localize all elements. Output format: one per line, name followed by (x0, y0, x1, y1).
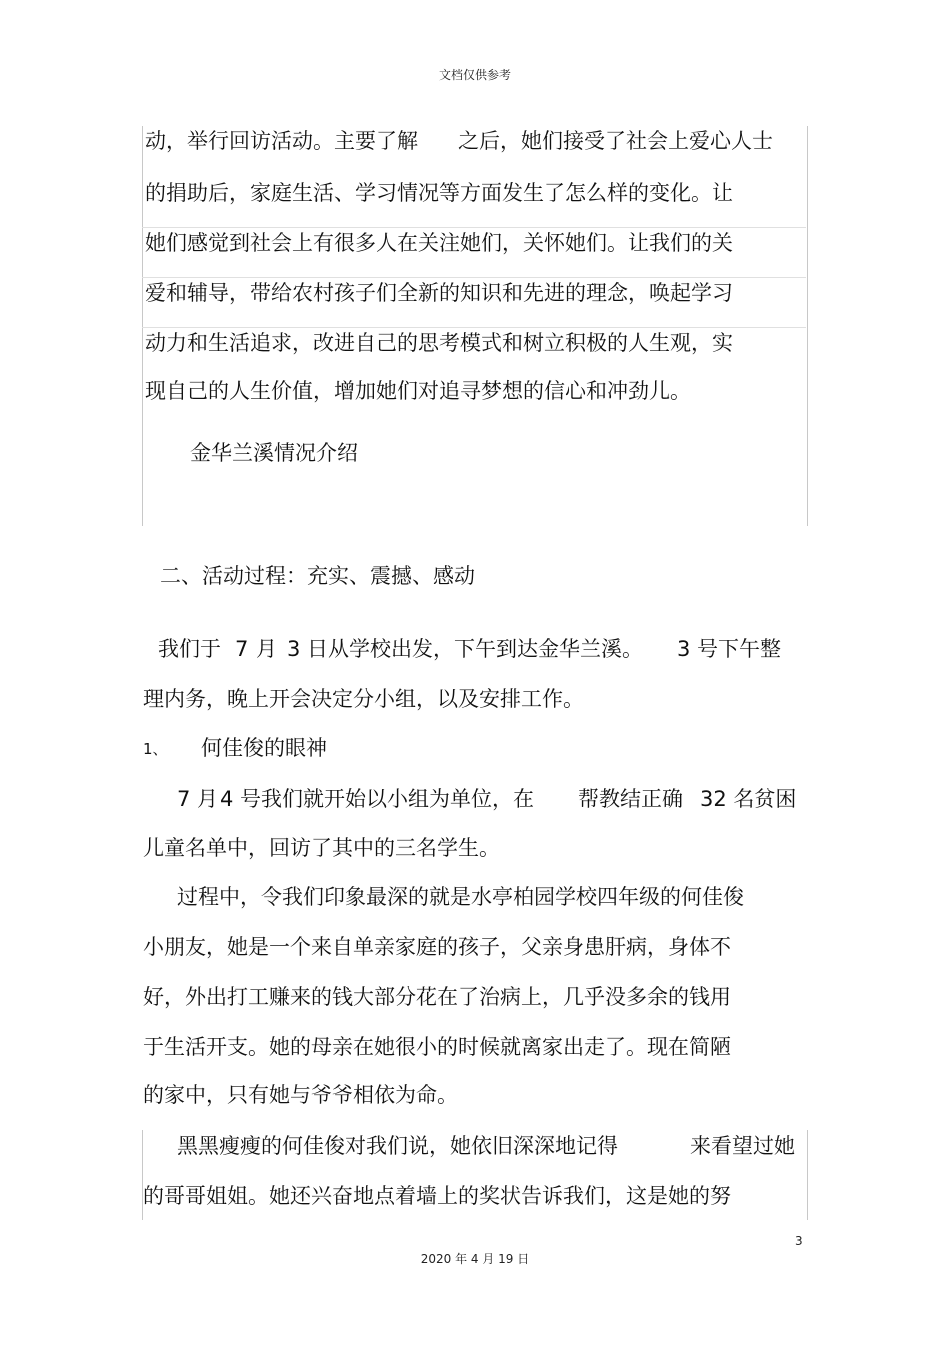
table-rule (142, 327, 806, 328)
text-line: 过程中，令我们印象最深的就是水亭柏园学校四年级的何佳俊 (177, 885, 744, 909)
text-line: 理内务，晚上开会决定分小组，以及安排工作。 (143, 687, 584, 711)
text-line: 儿童名单中，回访了其中的三名学生。 (143, 836, 500, 860)
text-line: 4 号我们就开始以小组为单位，在 (220, 787, 535, 811)
text-line: 帮教结正确 (578, 787, 683, 811)
table-rule (142, 227, 806, 228)
heading: 二、活动过程：充实、震撼、感动 (160, 564, 475, 588)
text-line: 小朋友，她是一个来自单亲家庭的孩子，父亲身患肝病，身体不 (143, 935, 731, 959)
list-number: 1、 (143, 740, 168, 758)
text-line: 7 (235, 637, 249, 661)
page-number: 3 (795, 1234, 803, 1248)
text-line (145, 128, 418, 154)
text-line: 的捐助后，家庭生活、学习情况等方面发生了怎么样的变化。让 (145, 181, 733, 205)
text-line: 的家中，只有她与爷爷相依为命。 (143, 1083, 458, 1107)
text-line: 月 (256, 637, 277, 661)
text-segment: 之后，她们接受了社会上爱心人士 (458, 129, 773, 153)
text-line: 3 号下午整 (677, 637, 782, 661)
section-title: 金华兰溪情况介绍 (190, 441, 358, 465)
text-line: 我们于 (158, 637, 221, 661)
text-line: 32 名贫困 (700, 787, 797, 811)
text-line: 的哥哥姐姐。她还兴奋地点着墙上的奖状告诉我们，这是她的努 (143, 1184, 731, 1208)
text-line: 动力和生活追求，改进自己的思考模式和树立积极的人生观，实 (145, 331, 733, 355)
page-header: 文档仅供参考 (438, 68, 511, 82)
text-line (458, 128, 773, 154)
text-line: 她们感觉到社会上有很多人在关注她们，关怀她们。让我们的关 (145, 231, 733, 255)
table-rule (142, 277, 806, 278)
text-line: 3 日从学校出发，下午到达金华兰溪。 (287, 637, 644, 661)
text-line: 黑黑瘦瘦的何佳俊对我们说，她依旧深深地记得 (177, 1134, 618, 1158)
text-line: 来看望过她 (690, 1134, 795, 1158)
page-footer: 2020 年 4 月 19 日 (420, 1252, 530, 1266)
text-line: 现自己的人生价值，增加她们对追寻梦想的信心和冲劲儿。 (145, 379, 691, 403)
text-line: 爱和辅导，带给农村孩子们全新的知识和先进的理念，唤起学习 (145, 281, 733, 305)
subheading: 何佳俊的眼神 (201, 736, 327, 760)
text-line: 好，外出打工赚来的钱大部分花在了治病上，几乎没多余的钱用 (143, 985, 731, 1009)
text-line: 于生活开支。她的母亲在她很小的时候就离家出走了。现在简陋 (143, 1035, 731, 1059)
text-line: 7 月 (177, 787, 219, 811)
text-segment: 动，举行回访活动。主要了解 (145, 129, 418, 153)
